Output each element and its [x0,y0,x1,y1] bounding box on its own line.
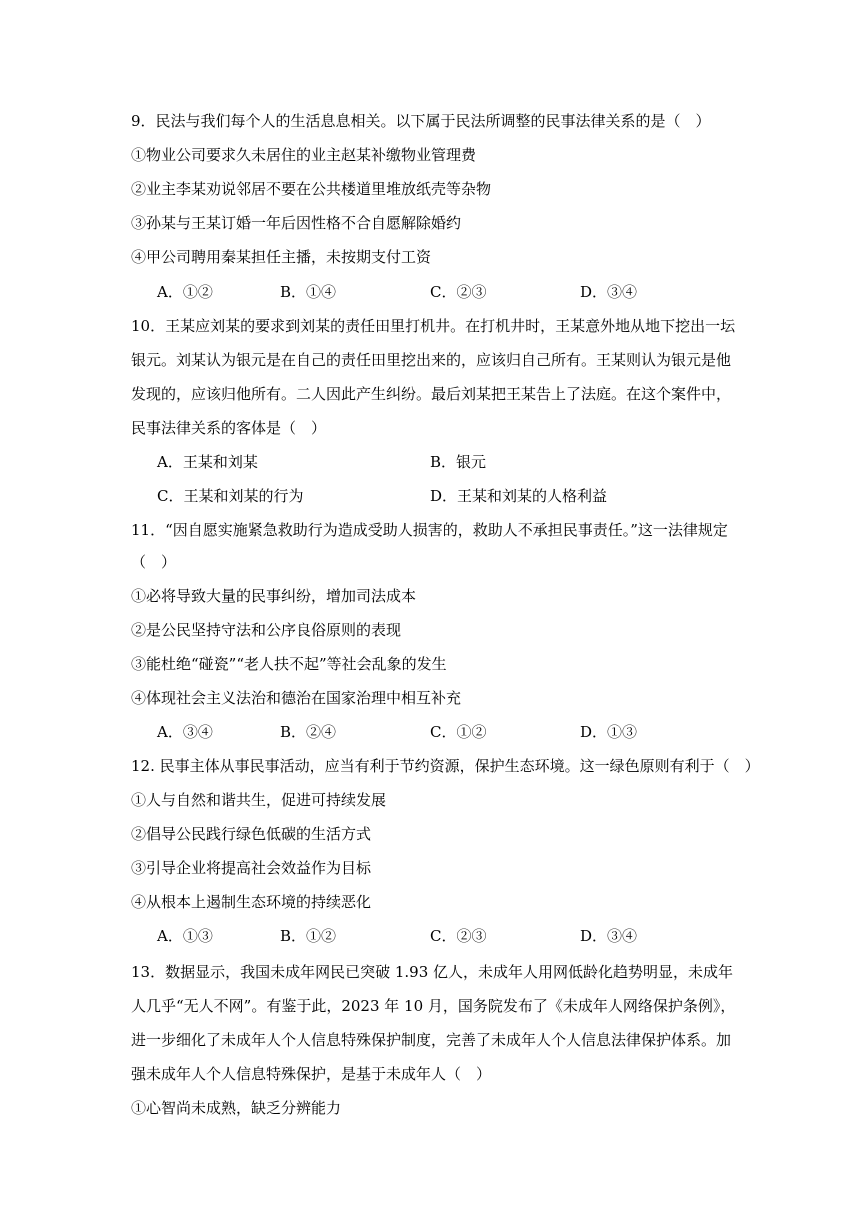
q9-option-a: A．①② [157,283,213,301]
q9-option-d: D．③④ [580,283,638,301]
q12-stem: 12. 民事主体从事民事活动，应当有利于节约资源，保护生态环境。这一绿色原则有利于（ ） [131,757,760,775]
q9-item-1: ①物业公司要求久未居住的业主赵某补缴物业管理费 [131,146,477,164]
q11-stem-line-1: 11．“因自愿实施紧急救助行为造成受助人损害的，救助人不承担民事责任。”这一法律规定 [131,521,728,539]
q9-item-3: ③孙某与王某订婚一年后因性格不合自愿解除婚约 [131,214,462,232]
q11-option-c: C．①② [430,723,487,741]
q11-item-4: ④体现社会主义法治和德治在国家治理中相互补充 [131,689,462,707]
q12-item-1: ①人与自然和谐共生，促进可持续发展 [131,791,387,809]
q10-option-d: D．王某和刘某的人格利益 [430,487,608,505]
q11-stem-line-2: （ ） [131,553,177,571]
q12-item-3: ③引导企业将提高社会效益作为目标 [131,859,372,877]
q11-item-1: ①必将导致大量的民事纠纷，增加司法成本 [131,587,417,605]
q13-item-1: ①心智尚未成熟，缺乏分辨能力 [131,1099,342,1117]
q12-option-a: A．①③ [157,927,213,945]
q10-stem-line-1: 10．王某应刘某的要求到刘某的责任田里打机井。在打机井时，王某意外地从地下挖出一坛 [131,317,736,335]
q11-option-d: D．①③ [580,723,638,741]
q9-option-b: B．①④ [280,283,337,301]
q10-stem-line-2: 银元。刘某认为银元是在自己的责任田里挖出来的，应该归自己所有。王某则认为银元是他 [131,351,732,369]
q12-option-c: C．②③ [430,927,487,945]
q9-item-2: ②业主李某劝说邻居不要在公共楼道里堆放纸壳等杂物 [131,180,492,198]
q11-option-a: A．③④ [157,723,213,741]
q9-option-c: C．②③ [430,283,487,301]
q10-stem-line-3: 发现的，应该归他所有。二人因此产生纠纷。最后刘某把王某告上了法庭。在这个案件中， [131,385,732,403]
q13-stem-line-4: 强未成年人个人信息特殊保护，是基于未成年人（ ） [131,1065,492,1083]
q10-option-c: C．王某和刘某的行为 [157,487,304,505]
q13-stem-line-2: 人几乎“无人不网”。有鉴于此，2023 年 10 月，国务院发布了《未成年人网络保护条例》， [131,997,736,1015]
q12-option-b: B．①② [280,927,337,945]
q11-option-b: B．②④ [280,723,337,741]
q10-stem-line-4: 民事法律关系的客体是（ ） [131,419,327,437]
q12-option-d: D．③④ [580,927,638,945]
q9-item-4: ④甲公司聘用秦某担任主播，未按期支付工资 [131,248,432,266]
q11-item-2: ②是公民坚持守法和公序良俗原则的表现 [131,621,402,639]
q12-item-4: ④从根本上遏制生态环境的持续恶化 [131,893,372,911]
q13-stem-line-1: 13．数据显示，我国未成年网民已突破 1.93 亿人，未成年人用网低龄化趋势明显，未成年 [131,963,734,981]
q9-stem: 9．民法与我们每个人的生活息息相关。以下属于民法所调整的民事法律关系的是（ ） [131,112,711,130]
q10-option-a: A．王某和刘某 [157,453,258,471]
q11-item-3: ③能杜绝“碰瓷”“老人扶不起”等社会乱象的发生 [131,655,447,673]
q12-item-2: ②倡导公民践行绿色低碳的生活方式 [131,825,372,843]
q10-option-b: B．银元 [430,453,487,471]
q13-stem-line-3: 进一步细化了未成年人个人信息特殊保护制度，完善了未成年人个人信息法律保护体系。加 [131,1031,732,1049]
